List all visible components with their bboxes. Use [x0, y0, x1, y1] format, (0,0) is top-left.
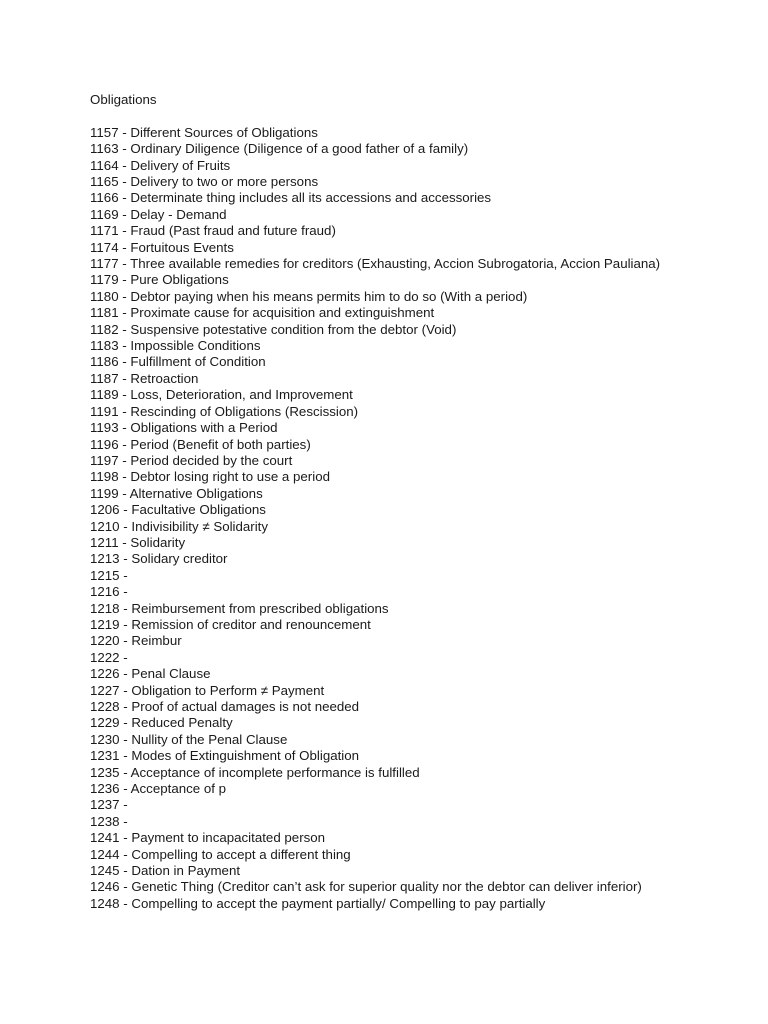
article-entry: 1193 - Obligations with a Period [90, 420, 278, 436]
article-entry: 1210 - Indivisibility ≠ Solidarity [90, 518, 269, 534]
article-entry: 1171 - Fraud (Past fraud and future fraud) [90, 223, 336, 239]
article-entry: 1165 - Delivery to two or more persons [90, 174, 319, 190]
article-list [90, 125, 730, 913]
article-entry: 1177 - Three available remedies for creditors (Exhausting, Accion Subrogatoria, Accion Pauliana) [90, 256, 661, 272]
article-entry: 1237 - [90, 797, 128, 813]
article-entry: 1199 - Alternative Obligations [90, 485, 263, 501]
article-entry: 1213 - Solidary creditor [90, 551, 228, 567]
article-entry: 1229 - Reduced Penalty [90, 715, 233, 731]
article-entry: 1248 - Compelling to accept the payment partially/ Compelling to pay partially [90, 895, 546, 911]
article-entry: 1182 - Suspensive potestative condition from the debtor (Void) [90, 321, 457, 337]
article-entry: 1220 - Reimbur [90, 633, 182, 649]
article-entry: 1164 - Delivery of Fruits [90, 157, 231, 173]
article-entry: 1246 - Genetic Thing (Creditor can’t ask for superior quality nor the debtor can deliver inferior) [90, 879, 642, 895]
article-entry: 1198 - Debtor losing right to use a period [90, 469, 330, 485]
article-entry: 1163 - Ordinary Diligence (Diligence of a good father of a family) [90, 141, 469, 157]
article-entry: 1218 - Reimbursement from prescribed obligations [90, 600, 389, 616]
article-entry: 1245 - Dation in Payment [90, 863, 241, 879]
article-entry: 1228 - Proof of actual damages is not needed [90, 699, 360, 715]
article-entry: 1180 - Debtor paying when his means permits him to do so (With a period) [90, 288, 528, 304]
article-entry: 1166 - Determinate thing includes all its accessions and accessories [90, 190, 492, 206]
article-entry: 1197 - Period decided by the court [90, 452, 293, 468]
article-entry: 1211 - Solidarity [90, 534, 186, 550]
article-entry: 1230 - Nullity of the Penal Clause [90, 731, 288, 747]
article-entry: 1216 - [90, 584, 128, 600]
article-entry: 1181 - Proximate cause for acquisition and extinguishment [90, 305, 435, 321]
article-entry: 1187 - Retroaction [90, 370, 199, 386]
document-page [90, 92, 730, 912]
article-entry: 1169 - Delay - Demand [90, 206, 227, 222]
article-entry: 1227 - Obligation to Perform ≠ Payment [90, 682, 325, 698]
article-entry: 1241 - Payment to incapacitated person [90, 830, 326, 846]
article-entry: 1215 - [90, 567, 128, 583]
article-entry: 1219 - Remission of creditor and renouncement [90, 616, 371, 632]
article-entry: 1189 - Loss, Deterioration, and Improvement [90, 387, 353, 403]
article-entry: 1186 - Fulfillment of Condition [90, 354, 266, 370]
article-entry: 1236 - Acceptance of p [90, 781, 227, 797]
document-title: Obligations [90, 92, 157, 107]
article-entry: 1196 - Period (Benefit of both parties) [90, 436, 311, 452]
article-entry: 1222 - [90, 649, 128, 665]
article-entry: 1235 - Acceptance of incomplete performance is fulfilled [90, 764, 420, 780]
article-entry: 1183 - Impossible Conditions [90, 338, 261, 354]
article-entry: 1238 - [90, 813, 128, 829]
article-entry: 1231 - Modes of Extinguishment of Obligation [90, 748, 360, 764]
article-entry: 1206 - Facultative Obligations [90, 502, 266, 518]
article-entry: 1244 - Compelling to accept a different thing [90, 846, 351, 862]
article-entry: 1179 - Pure Obligations [90, 272, 229, 288]
article-entry: 1157 - Different Sources of Obligations [90, 124, 318, 140]
article-entry: 1191 - Rescinding of Obligations (Rescission) [90, 403, 359, 419]
article-entry: 1226 - Penal Clause [90, 666, 211, 682]
article-entry: 1174 - Fortuitous Events [90, 239, 234, 255]
